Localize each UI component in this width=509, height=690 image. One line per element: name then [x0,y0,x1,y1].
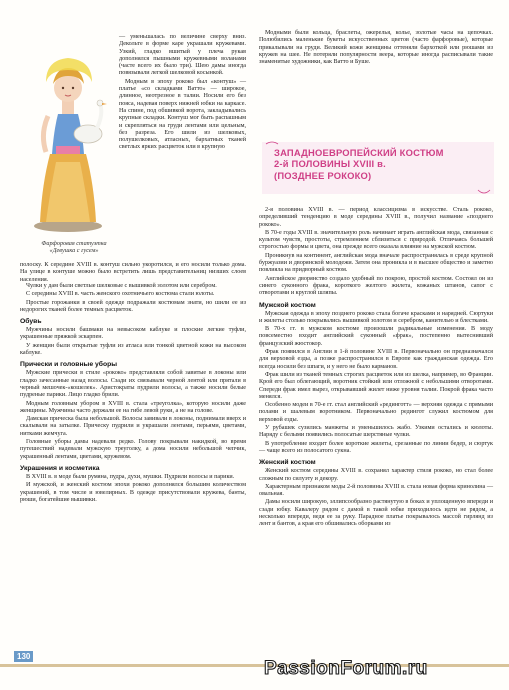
paragraph: Женский костюм середины XVIII в. сохранял характер стиля рококо, но стал более сложным по силуэту и декору. [259,468,493,482]
paragraph: Мужские прически в стиле «рококо» представляли собой завитые в локоны или гладко зачесанные назад волосы. Сзади их связывали черной лентой или прятали в черный мешочек-«кошелек». Аристократы пудрили волосы, а также носили белые пудреные парики. Лицо гладко брили. [20,370,246,399]
right-top-column [259,30,493,67]
paragraph: Мужская одежда в эпоху позднего рококо стала богаче красками и нарядней. Сюртуки и жилеты столько покрывались вышивкой золотом и серебром, канителью и блестками. [259,310,493,324]
paragraph: В 70-х гг. в мужском костюме произошли радикальные изменения. В моду повсеместно входит английский суконный «фрак», постепенно вытеснивший французский жюстокор. [259,326,493,347]
paragraph: Модным в эпоху рококо был «контуш» — платье «со складками Ватто» — широкое, длинное, неотрезное в талии. Носили его без пояса, надевая поверх нижней юбки на каркасе. На спине, под обшивкой ворота, закладывались крупные складки. Контуш мог быть распашным и скрепляться на груди лентами или цельным, без разреза. Его шили из шелковых, полушелковых, атласных, бархатных тканей светлых ярких расцветок или в крупную [119,78,246,151]
paragraph: Чулки у дам были светлые шелковые с вышивкой золотом или серебром. [26,283,217,289]
paragraph: 2-я половина XVIII в. — период классицизма в искусстве. Сталь рококо, определивший тенденцию в моде середины XVIII в., получил название «позднего рококо». [259,207,493,228]
left-strip-text: полоску. К середине XVIII в. контуш сильно укоротился, и его носили только дома. На улице в контуше можно было встретить лишь представительниц низших слоев населения. [20,262,246,283]
watermark: PassionForum.ru [264,658,428,679]
paragraph: Дамская прическа была небольшой. Волосы завивали в локоны, поднимали вверх и скалывали на затылке. Прическу пудрили и украшали лентами, перьями, цветами, нитками жемчуга. [20,416,246,437]
section-heading: Мужской костюм [259,301,316,309]
paragraph: С середины XVIII в. часть женского охотничьего костюма стали юлоты. [26,291,215,298]
section-title-line-2: 2-й ПОЛОВИНЫ XVIII в. [274,158,386,170]
paragraph: Мужчины носили башмаки на невысоком каблуке и плоские легкие туфли, украшенные пряжкой эскарпен. [20,327,246,341]
caption-line-2: «Девушка с гусем» [49,247,99,255]
paragraph: У рубашек сузились манжеты и уменьшилось жабо. Узкими остались и кюлоты. Наряду с белыми появились полосатые шерстяные чулки. [259,425,493,439]
left-column [20,283,246,505]
right-column [259,207,493,530]
paragraph: Модными были кольца, браслеты, ожерелья, колье, золотые часы на цепочках. Полюбились маленькие букеты искусственных цветов (часто фарфоровые), которые прикалывали на груди. Великий кожи женщины оттеняли бархоткой или рюшами из кружев на шее. Не потеряли популярности веера, которые иногда расписывали такие знаменитые художники, как Ватто и Буше. [259,30,493,66]
figurine-illustration [22,34,114,234]
section-heading: Прически и головные уборы [20,361,118,369]
paragraph: Характерным признаком моды 2-й половины XVIII в. стала новая форма кринолина — овальная. [259,483,493,498]
paragraph: В XVIII в. в моде были румяна, пудра, духи, мушки. Пудрили волосы и парики. [26,473,235,480]
paragraph: Проникнув на континент, английская мода вначале распространялась в среде крупной буржуазии и дворянской молодежи. Затем она проникла и в высшее общество и заметно повлияла на придворный костюм. [259,252,493,274]
paragraph: Головные уборы дамы надевали редко. Голову покрывали накидкой, во время путешествий надевали мужскую треуголку, а дома носили небольшой чепчик, украшенный лентами, цветами, кружевом. [20,439,246,460]
paragraph: Простые горожанки в своей одежде подражали костюмам знати, но шили ее из недорогих тканей более темных расцветок. [20,299,246,313]
footer-rule [0,664,509,667]
paragraph: Английское дворянство создало удобный по покрою, простой костюм. Состоял он из синего суконного фрака, короткого желтого жилета, кожаных штанов, сапог с отворотами и круглой шляпы. [259,275,493,297]
paragraph: Фрак появился в Англии в 1-й половине XVIII в. Первоначально он предназначался для верховой езды, а позже распространился в Европе как гражданская одежда. Его всегда носили без шпаги, и у него не было карманов. [259,349,493,370]
section-title [274,147,484,181]
paragraph: — уменьшалась по величине сверху вниз. Декольте в форме каре украшали кружевами. Узкий, гладко вшитый у плеча рукав дополнялся пышными кружевными воланами (часте всего их было три). Шею дамы иногда повязывали легкой шелковой косынкой. [119,34,246,77]
paragraph: В употребление входит более короткие жилеты, срезанные по линии бедер, и сюртук — чаще всего из полосатого сукна. [259,440,493,454]
section-title-line-1: ЗАПАДНОЕВРОПЕЙСКИЙ КОСТЮМ [274,147,444,158]
paragraph: Фрак шили из тканей темных строгих расцветок или из шелка, например, во Франции. Крой его был облегающий, воротник стойкий или отложной с небольшими отворотами. Спереди фрак имел вырез, открывавший жилет ниже уровня талии. Покрой фрака часто менялся. [259,371,493,400]
mid-column [119,34,246,153]
paragraph: В 70-е годы XVIII в. значительную роль начинает играть английская мода, связанная с культом чувств, простоты, стремлением сблизиться с природой. Отличаясь большей строгостью формы и цвета, она прежде всего оказала влияние на мужской костюм. [259,229,493,251]
page-number: 130 [14,651,33,662]
paragraph: И мужской, и женский костюм эпохи рококо дополнялся большим количеством украшений, в том числе и ювелирных. В одежде присутствовали кружева, банты, рюши, богатейшие вышивки. [20,482,246,503]
paragraph: Особенно модеи в 70-е гг. стал английский «рединготт» — верхняя одежда с прямыми полами и шалевым воротником. Первоначально редингот служил костюмом для верховой езды. [259,402,493,423]
caption-line-1: Фарфоровая статуэтка [41,240,107,247]
paragraph: У женщин были открытые туфли из атласа или тонкой цветной кожи на высоком каблуке. [20,342,246,357]
section-title-line-3: (ПОЗДНЕЕ РОКОКО) [274,169,372,181]
figure-caption [24,240,124,254]
section-heading: Обувь [20,318,42,326]
paragraph: Модным головным убором в XVIII в. стала «треуголка», которую носили даже женщины. Мужчины часто держали ее на гибе левой руки, а не на голове. [20,400,246,414]
section-heading: Украшения и косметика [20,464,100,472]
section-heading: Женский костюм [259,459,316,467]
paragraph: Дамы носили широкую, эллипсообразно растянутую в боках и уплощенную впереди и сзади юбку. Кавалеру рядом с дамой в такой юбке приходилось идти не рядом, а несколько впереди, ведя ее за руку. Парадное платье покрывалось массой гирлянд из лент и бантов, а края его обшивались оборками из [259,499,493,528]
